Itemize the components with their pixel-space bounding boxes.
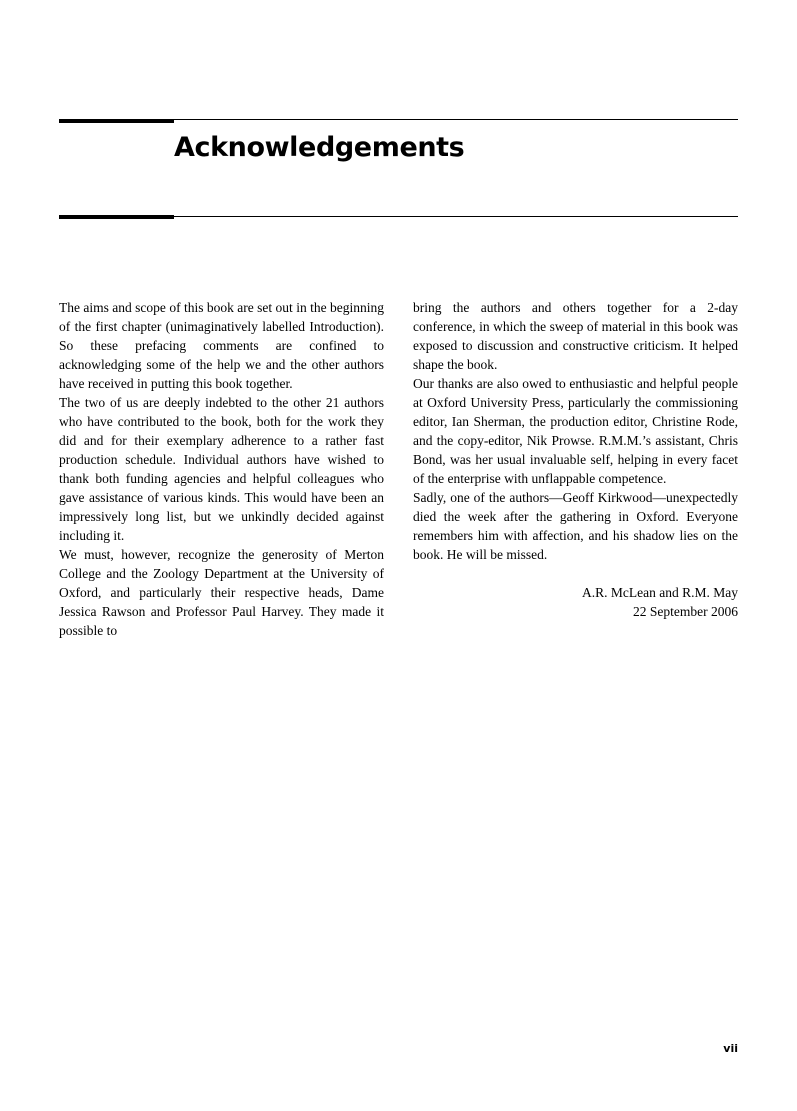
paragraph: Our thanks are also owed to enthusiastic and helpful people at Oxford University Press, particularly the commissioning editor, Ian Sherman, the production editor, Christine Rode, and the copy-editor, Nik Prowse. R.M.M.’s assistant, Chris Bond, was her usual invaluable self, helping in every facet of the enterprise with unflappable competence. bbox=[413, 376, 738, 486]
chapter-title: Acknowledgements bbox=[174, 132, 465, 163]
header-rule-top-accent bbox=[59, 119, 174, 123]
paragraph: The two of us are deeply indebted to the other 21 authors who have contributed to the book, both for the work they did and for their exemplary adherence to a rather fast production schedule. Individual authors have wished to thank both funding agencies and helpful colleagues who gave assistance of various kinds. This would have been an impressively long list, but we unkindly decided against including it. bbox=[59, 395, 384, 543]
paragraph: Sadly, one of the authors—Geoff Kirkwood—unexpectedly died the week after the gathering in Oxford. Everyone remembers him with affection, and his shadow lies on the book. He will be missed. bbox=[413, 490, 738, 562]
paragraph: We must, however, recognize the generosity of Merton College and the Zoology Department at the University of Oxford, and particularly their respective heads, Dame Jessica Rawson and Professor Paul Harvey. They made it possible to bbox=[59, 547, 384, 638]
paragraph: The aims and scope of this book are set out in the beginning of the first chapter (unimaginatively labelled Introduction). So these prefacing comments are confined to acknowledging some of the help we and the other authors have received in putting this book together. bbox=[59, 300, 384, 391]
page-number: vii bbox=[723, 1042, 738, 1055]
left-column bbox=[59, 298, 384, 640]
signature-authors: A.R. McLean and R.M. May bbox=[582, 585, 738, 600]
right-column bbox=[413, 298, 738, 621]
signature-block bbox=[413, 583, 738, 621]
signature-date: 22 September 2006 bbox=[633, 604, 738, 619]
paragraph: bring the authors and others together for a 2-day conference, in which the sweep of material in this book was exposed to discussion and constructive criticism. It helped shape the book. bbox=[413, 300, 738, 372]
header-rule-bottom-accent bbox=[59, 215, 174, 219]
